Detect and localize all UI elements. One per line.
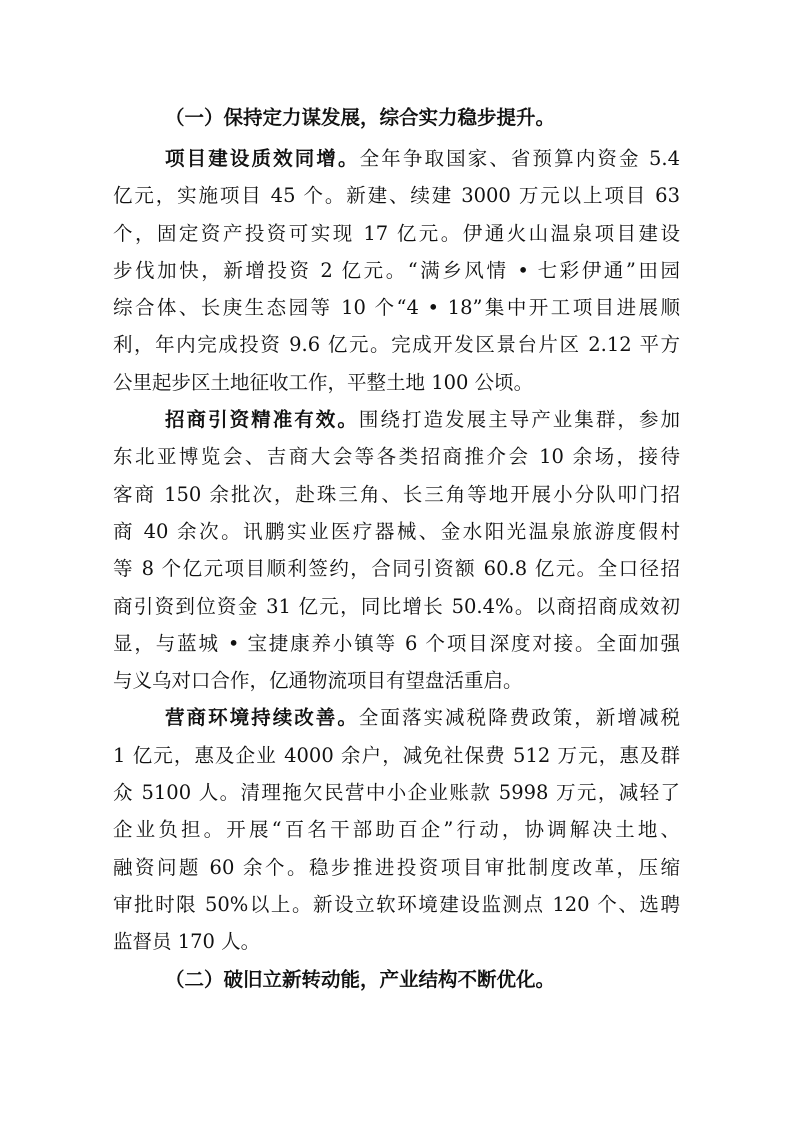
paragraph-line: 等 8 个亿元项目顺利签约，合同引资额 60.8 亿元。全口径招: [113, 557, 680, 581]
paragraph-line: 商引资到位资金 31 亿元，同比增长 50.4%。以商招商成效初: [113, 594, 680, 618]
section-heading-1: （一）保持定力谋发展，综合实力稳步提升。: [165, 106, 556, 129]
paragraph-line: 监督员 170 人。: [113, 930, 261, 954]
paragraph-line: 众 5100 人。清理拖欠民营中小企业账款 5998 万元，减轻了: [113, 781, 680, 805]
paragraph-line: 1 亿元，惠及企业 4000 余户，减免社保费 512 万元，惠及群: [113, 743, 680, 767]
paragraph-lead: 营商环境持续改善。: [165, 706, 359, 730]
document-page: [113, 99, 680, 1002]
paragraph-line: 显，与蓝城 • 宝捷康养小镇等 6 个项目深度对接。全面加强: [113, 631, 680, 655]
paragraph-line: 个，固定资产投资可实现 17 亿元。伊通火山温泉项目建设: [113, 221, 680, 245]
paragraph-line: 利，年内完成投资 9.6 亿元。完成开发区景台片区 2.12 平方: [113, 333, 680, 357]
paragraph-line: 商 40 余次。讯鹏实业医疗器械、金水阳光温泉旅游度假村: [113, 519, 680, 543]
paragraph-line: 公里起步区土地征收工作，平整土地 100 公顷。: [113, 370, 534, 394]
paragraph-line: 东北亚博览会、吉商大会等各类招商推介会 10 余场，接待: [113, 445, 680, 469]
paragraph-line: 步伐加快，新增投资 2 亿元。“满乡风情 • 七彩伊通”田园: [113, 258, 680, 282]
paragraph-line: 综合体、长庚生态园等 10 个“4 • 18”集中开工项目进展顺: [113, 296, 680, 320]
paragraph-line: 企业负担。开展“百名干部助百企”行动，协调解决土地、: [113, 818, 680, 842]
paragraph-lead: 项目建设质效同增。: [165, 147, 360, 170]
paragraph-line: 与义乌对口合作，亿通物流项目有望盘活重启。: [113, 669, 523, 693]
paragraph-business-environment: [113, 699, 680, 960]
paragraph-first-line: 招商引资精准有效。围绕打造发展主导产业集群，参加: [165, 408, 680, 432]
paragraph-investment-attraction: [113, 401, 680, 699]
section-heading-2: （二）破旧立新转动能，产业结构不断优化。: [165, 967, 556, 991]
paragraph-first-line: 营商环境持续改善。全面落实减税降费政策，新增减税: [165, 706, 680, 730]
paragraph-project-construction: [113, 140, 680, 401]
paragraph-first-line: 项目建设质效同增。全年争取国家、省预算内资金 5.4: [165, 147, 680, 170]
paragraph-line: 审批时限 50%以上。新设立软环境建设监测点 120 个、选聘: [113, 892, 680, 916]
paragraph-line: 客商 150 余批次，赴珠三角、长三角等地开展小分队叩门招: [113, 482, 680, 506]
paragraph-lead: 招商引资精准有效。: [165, 408, 359, 432]
paragraph-line: 融资问题 60 余个。稳步推进投资项目审批制度改革，压缩: [113, 855, 680, 879]
paragraph-line: 亿元，实施项目 45 个。新建、续建 3000 万元以上项目 63: [113, 184, 680, 208]
